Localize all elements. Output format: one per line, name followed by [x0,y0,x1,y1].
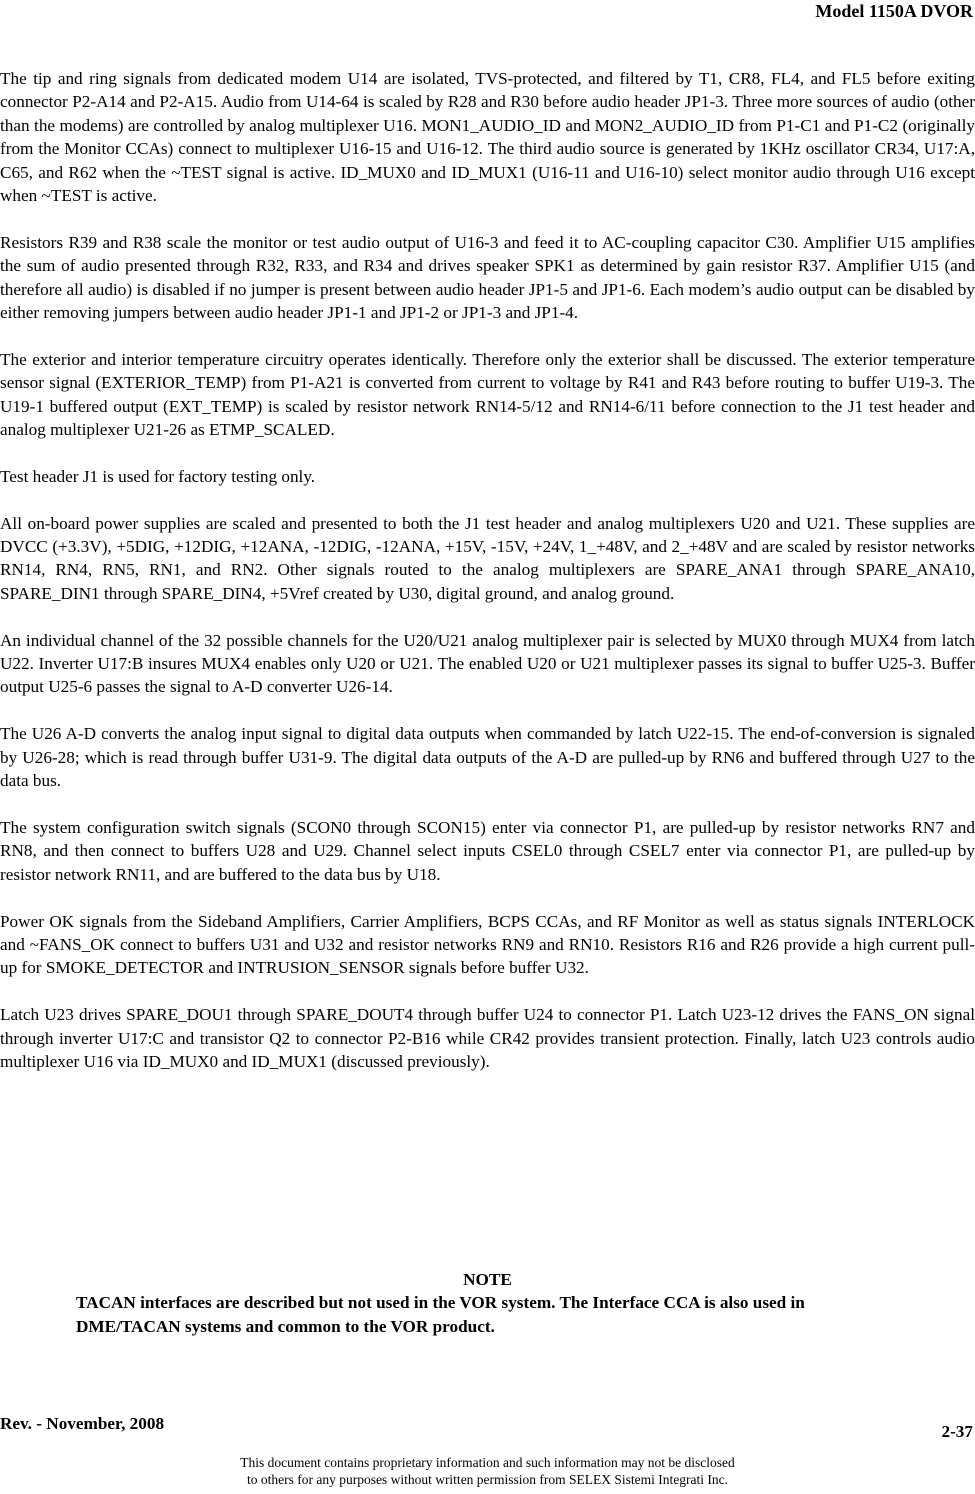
footer-page-number: 2-37 [941,1422,973,1441]
paragraph-power-supplies: All on-board power supplies are scaled and presented to both the J1 test header and analog multiplexers U20 and U21. These supplies are DVCC (+3.3V), +5DIG, +12DIG, +12ANA, -12DIG, -12ANA, +15V, -15V, +24V, 1_+48V, and 2_+48V and are scaled by resistor networks RN14, RN4, RN5, RN1, and RN2. Other signals routed to the analog multiplexers are SPARE_ANA1 through SPARE_ANA10, SPARE_DIN1 through SPARE_DIN4, +5Vref created by U30, digital ground, and analog ground. [0,513,975,603]
paragraph-latch-outputs: Latch U23 drives SPARE_DOU1 through SPARE_DOUT4 through buffer U24 to connector P1. Latch U23-12 drives the FANS_ON signal through inverter U17:C and transistor Q2 to connector P2-B16 while CR42 provides transient protection. Finally, latch U23 controls audio multiplexer U16 via ID_MUX0 and ID_MUX1 (discussed previously). [0,1005,975,1071]
footer-notice-line-1: This document contains proprietary information and such information may not be disclosed [240,1455,735,1470]
document-header-title: Model 1150A DVOR [815,1,973,21]
footer-notice-line-2: to others for any purposes without written permission from SELEX Sistemi Integrati Inc. [246,1472,729,1487]
paragraph-multiplexer-channel: An individual channel of the 32 possible channels for the U20/U21 analog multiplexer pair is selected by MUX0 through MUX4 from latch U22. Inverter U17:B insures MUX4 enables only U20 or U21. The enabled U20 or U21 multiplexer passes its signal to buffer U25-3. Buffer output U25-6 passes the signal to A-D converter U26-14. [0,630,975,697]
paragraph-tip-ring-audio: The tip and ring signals from dedicated modem U14 are isolated, TVS-protected, and filtered by T1, CR8, FL4, and FL5 before exiting connector P2-A14 and P2-A15. Audio from U14-64 is scaled by R28 and R30 before audio header JP1-3. Three more sources of audio (other than the modems) are controlled by analog multiplexer U16. MON1_AUDIO_ID and MON2_AUDIO_ID from P1-C1 and P1-C2 (originally from the Monitor CCAs) connect to multiplexer U16-15 and U16-12. The third audio source is generated by 1KHz oscillator CR34, U17:A, C65, and R62 when the ~TEST signal is active. ID_MUX0 and ID_MUX1 (U16-11 and U16-10) select monitor audio through U16 except when ~TEST is active. [0,69,975,206]
note-heading: NOTE [463,1270,512,1289]
note-text: TACAN interfaces are described but not used in the VOR system. The Interface CCA is also used in DME/TACAN systems and common to the VOR product. [76,1293,805,1336]
paragraph-ad-converter: The U26 A-D converts the analog input signal to digital data outputs when commanded by latch U22-15. The end-of-conversion is signaled by U26-28; which is read through buffer U31-9. The digital data outputs of the A-D are pulled-up by RN6 and buffered through U27 to the data bus. [0,724,975,791]
paragraph-audio-amplifier: Resistors R39 and R38 scale the monitor or test audio output of U16-3 and feed it to AC-coupling capacitor C30. Amplifier U15 amplifies the sum of audio presented through R32, R33, and R34 and drives speaker SPK1 as determined by gain resistor R37. Amplifier U15 (and therefore all audio) is disabled if no jumper is present between audio header JP1-5 and JP1-6. Each modem’s audio output can be disabled by either removing jumpers between audio header JP1-1 and JP1-2 or JP1-3 and JP1-4. [0,232,975,323]
paragraph-system-configuration: The system configuration switch signals (SCON0 through SCON15) enter via connector P1, are pulled-up by resistor networks RN7 and RN8, and then connect to buffers U28 and U29. Channel select inputs CSEL0 through CSEL7 enter via connector P1, are pulled-up by resistor network RN11, and are buffered to the data bus by U18. [0,817,975,884]
footer-revision: Rev. - November, 2008 [0,1414,165,1433]
paragraph-power-ok-signals: Power OK signals from the Sideband Amplifiers, Carrier Amplifiers, BCPS CCAs, and RF Monitor as well as status signals INTERLOCK and ~FANS_OK connect to buffers U31 and U32 and resistor networks RN9 and RN10. Resistors R16 and R26 provide a high current pull-up for SMOKE_DETECTOR and INTRUSION_SENSOR signals before buffer U32. [0,911,975,978]
footer-proprietary-notice [0,1454,975,1488]
paragraph-temperature-circuitry: The exterior and interior temperature circuitry operates identically. Therefore only the exterior shall be discussed. The exterior temperature sensor signal (EXTERIOR_TEMP) from P1-A21 is converted from current to voltage by R41 and R43 before routing to buffer U19-3. The U19-1 buffered output (EXT_TEMP) is scaled by resistor network RN14-5/12 and RN14-6/11 before connection to the J1 test header and analog multiplexer U21-26 as ETMP_SCALED. [0,349,975,440]
document-body [0,67,975,1097]
note-block [0,1268,975,1338]
paragraph-test-header: Test header J1 is used for factory testing only. [0,466,316,486]
